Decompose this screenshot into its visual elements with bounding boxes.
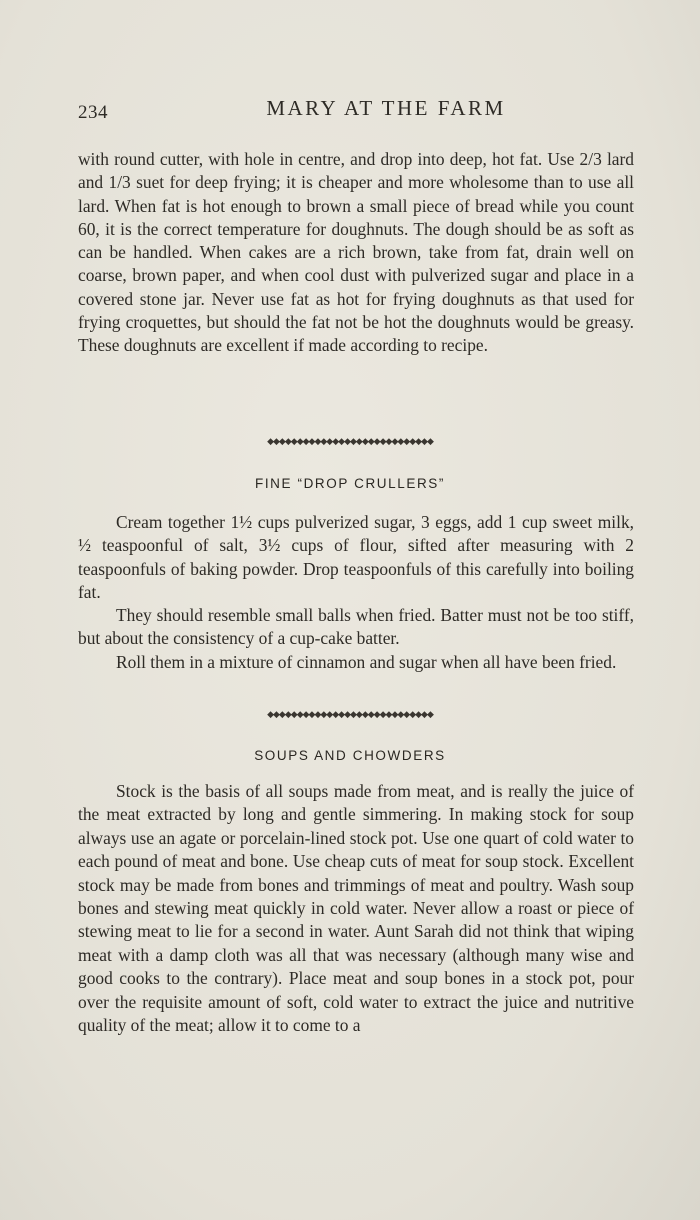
running-title: MARY AT THE FARM	[266, 96, 506, 120]
section-heading-soups-and-chowders: SOUPS AND CHOWDERS	[254, 748, 446, 763]
page-number: 234	[78, 102, 108, 123]
doughnut-continuation	[78, 148, 634, 358]
page-header	[78, 96, 634, 128]
soups-paragraph-1: Stock is the basis of all soups made from meat, and is really the juice of the meat extracted by long and gentle simmering. In making stock for soup always use an agate or porcelain-lined stock pot. Use one quart of cold water to each pound of meat and bone. Use cheap cuts of meat for soup stock. Excellent stock may be made from bones and trimmings of meat and poultry. Wash soup bones and stewing meat quickly in cold water. Never allow a roast or piece of stewing meat to lie for a second in water. Aunt Sarah did not think that wiping meat with a damp cloth was all that was necessary (although many wise and good cooks to the contrary). Place meat and soup bones in a stock pot, pour over the requisite amount of soft, cold water to extract the juice and nutritive quality of the meat; allow it to come to a	[78, 781, 634, 1036]
crullers-section	[78, 511, 634, 674]
intro-paragraph: with round cutter, with hole in centre, and drop into deep, hot fat. Use 2/3 lard and 1/3 suet for deep frying; it is cheaper and more wholesome than to use all lard. When fat is hot enough to brown a small piece of bread while you count 60, it is the correct temperature for doughnuts. The dough should be as soft as can be handled. When cakes are a rich brown, take from fat, drain well on coarse, brown paper, and when cool dust with pulverized sugar and place in a covered stone jar. Never use fat as hot for frying doughnuts as that used for frying croquettes, but should the fat not be hot the doughnuts would be greasy. These doughnuts are excellent if made according to recipe.	[78, 149, 634, 356]
crullers-paragraph-2: They should resemble small balls when fried. Batter must not be too stiff, but about the consistency of a cup-cake batter.	[78, 605, 634, 649]
section-heading-drop-crullers: FINE “DROP CRULLERS”	[254, 476, 446, 491]
soups-section	[78, 780, 634, 1037]
crullers-paragraph-3: Roll them in a mixture of cinnamon and sugar when all have been fried.	[116, 651, 617, 672]
ornament-divider-1: ◆◆◆◆◆◆◆◆◆◆◆◆◆◆◆◆◆◆◆◆◆◆◆◆◆◆◆◆	[267, 437, 433, 447]
crullers-paragraph-1: Cream together 1½ cups pulverized sugar, 3 eggs, add 1 cup sweet milk, ½ teaspoonful of salt, 3½ cups of flour, sifted after measuring with 2 teaspoonfuls of baking powder. Drop teaspoonfuls of this carefully into boiling fat.	[78, 512, 634, 602]
ornament-divider-2: ◆◆◆◆◆◆◆◆◆◆◆◆◆◆◆◆◆◆◆◆◆◆◆◆◆◆◆◆	[267, 710, 433, 720]
